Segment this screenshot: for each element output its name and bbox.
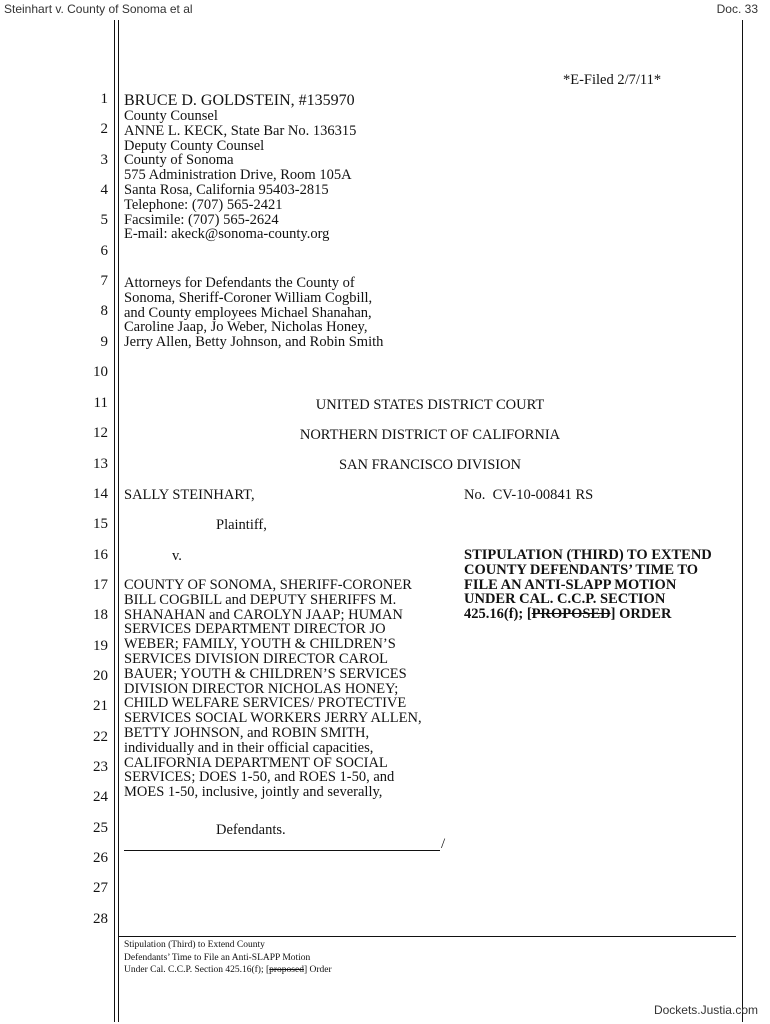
- left-margin-rule-inner: [118, 20, 119, 1022]
- line-number: 23: [93, 759, 108, 775]
- footer-line: Stipulation (Third) to Extend County: [124, 940, 265, 950]
- title-line: [464, 607, 712, 622]
- line-number: 16: [93, 547, 108, 563]
- attorneys-for-line: Jerry Allen, Betty Johnson, and Robin Smith: [124, 334, 384, 351]
- defendant-line: DIVISION DIRECTOR NICHOLAS HONEY;: [124, 680, 399, 697]
- attorneys-for-block: [124, 276, 383, 350]
- line-number: 2: [100, 121, 108, 137]
- attorney-name: BRUCE D. GOLDSTEIN, #135970: [124, 92, 355, 109]
- document-title: [464, 548, 712, 622]
- title-last-prefix: 425.16(f); [: [464, 606, 532, 623]
- title-struck-word: PROPOSED: [531, 606, 611, 623]
- case-title-header: Steinhart v. County of Sonoma et al: [4, 2, 193, 16]
- doc-number: Doc. 33: [716, 2, 758, 16]
- footer-struck-word: proposed: [269, 965, 304, 975]
- line-number: 5: [100, 212, 108, 228]
- attorney-line: Facsimile: (707) 565-2624: [124, 211, 279, 228]
- versus: v.: [172, 548, 182, 564]
- defendant-line: BAUER; YOUTH & CHILDREN’S SERVICES: [124, 665, 407, 682]
- case-number: No. CV-10-00841 RS: [464, 487, 594, 503]
- defendant-line: MOES 1-50, inclusive, jointly and severally,: [124, 784, 383, 801]
- line-number: 19: [93, 638, 108, 654]
- footer: [124, 939, 332, 977]
- attorney-line: 575 Administration Drive, Room 105A: [124, 167, 352, 184]
- title-line: FILE AN ANTI-SLAPP MOTION: [464, 576, 677, 593]
- caption-slash: /: [441, 836, 446, 852]
- defendant-line: SERVICES DIVISION DIRECTOR CAROL: [124, 650, 389, 667]
- defendant-line: individually and in their official capacities,: [124, 739, 374, 756]
- attorney-line: Telephone: (707) 565-2421: [124, 196, 283, 213]
- caption-underline: [124, 850, 440, 851]
- court-district: NORTHERN DISTRICT OF CALIFORNIA: [299, 427, 561, 443]
- defendant-line: SERVICES; DOES 1-50, and ROES 1-50, and: [124, 769, 395, 786]
- title-line: STIPULATION (THIRD) TO EXTEND: [464, 547, 712, 563]
- plaintiff-label: Plaintiff,: [216, 517, 267, 533]
- defendants-block: [124, 578, 422, 800]
- attorneys-for-line: Sonoma, Sheriff-Coroner William Cogbill,: [124, 289, 373, 306]
- title-line: UNDER CAL. C.C.P. SECTION: [464, 591, 666, 608]
- attorneys-for-line: and County employees Michael Shanahan,: [124, 304, 372, 321]
- attorneys-for-line: Caroline Jaap, Jo Weber, Nicholas Honey,: [124, 319, 368, 336]
- line-number: 6: [100, 243, 108, 259]
- defendant-line: SERVICES DEPARTMENT DIRECTOR JO: [124, 621, 386, 638]
- line-number: 28: [93, 911, 108, 927]
- attorney-line: Santa Rosa, California 95403-2815: [124, 181, 329, 198]
- line-number: 3: [100, 152, 108, 168]
- footer-rule: [118, 936, 736, 937]
- plaintiff-name: SALLY STEINHART,: [124, 487, 255, 503]
- defendant-line: SERVICES SOCIAL WORKERS JERRY ALLEN,: [124, 710, 422, 727]
- line-number: 20: [93, 668, 108, 684]
- footer-line: Defendants’ Time to File an Anti-SLAPP Motion: [124, 952, 311, 963]
- line-number: 9: [100, 334, 108, 350]
- line-number: 12: [93, 425, 108, 441]
- defendant-line: BILL COGBILL and DEPUTY SHERIFFS M.: [124, 591, 397, 608]
- footer-suffix: ] Order: [303, 965, 332, 975]
- defendant-line: SHANAHAN and CAROLYN JAAP; HUMAN: [124, 606, 403, 623]
- line-number: 7: [100, 273, 108, 289]
- line-number: 11: [93, 395, 108, 411]
- line-number: 8: [100, 303, 108, 319]
- line-number: 24: [93, 789, 108, 805]
- left-margin-rule: [114, 20, 115, 1022]
- court-name: UNITED STATES DISTRICT COURT: [315, 397, 545, 413]
- attorney-line: County Counsel: [124, 108, 218, 124]
- attorney-line: Deputy County Counsel: [124, 137, 265, 154]
- defendant-line: CHILD WELFARE SERVICES/ PROTECTIVE: [124, 695, 407, 712]
- line-number: 15: [93, 516, 108, 532]
- line-number: 22: [93, 729, 108, 745]
- right-margin-rule: [742, 20, 743, 1022]
- line-number: 10: [93, 364, 108, 380]
- footer-prefix: Under Cal. C.C.P. Section 425.16(f); [: [124, 965, 270, 975]
- attorney-line: ANNE L. KECK, State Bar No. 136315: [124, 122, 357, 139]
- defendant-line: COUNTY OF SONOMA, SHERIFF-CORONER: [124, 577, 412, 593]
- footer-line: [124, 964, 332, 977]
- defendant-line: WEBER; FAMILY, YOUTH & CHILDREN’S: [124, 636, 396, 653]
- line-number: 26: [93, 850, 108, 866]
- line-number: 25: [93, 820, 108, 836]
- filed-stamp: *E-Filed 2/7/11*: [563, 72, 662, 88]
- attorneys-for-line: Attorneys for Defendants the County of: [124, 275, 355, 291]
- court-division: SAN FRANCISCO DIVISION: [338, 457, 522, 473]
- defendants-label: Defendants.: [216, 822, 286, 838]
- line-number: 27: [93, 880, 108, 896]
- line-number: 4: [100, 182, 108, 198]
- defendant-line: CALIFORNIA DEPARTMENT OF SOCIAL: [124, 754, 388, 771]
- line-number: 21: [93, 698, 108, 714]
- attorney-block: [124, 92, 356, 242]
- line-number: 14: [93, 486, 108, 502]
- title-last-suffix: ] ORDER: [610, 606, 672, 623]
- defendant-line: BETTY JOHNSON, and ROBIN SMITH,: [124, 724, 370, 741]
- line-number: 13: [93, 456, 108, 472]
- line-number: 1: [100, 91, 108, 107]
- attorney-line: E-mail: akeck@sonoma-county.org: [124, 226, 330, 243]
- title-line: COUNTY DEFENDANTS’ TIME TO: [464, 561, 699, 578]
- line-number: 17: [93, 577, 108, 593]
- justia-watermark: Dockets.Justia.com: [653, 1003, 758, 1017]
- line-number: 18: [93, 607, 108, 623]
- attorney-line: County of Sonoma: [124, 152, 234, 169]
